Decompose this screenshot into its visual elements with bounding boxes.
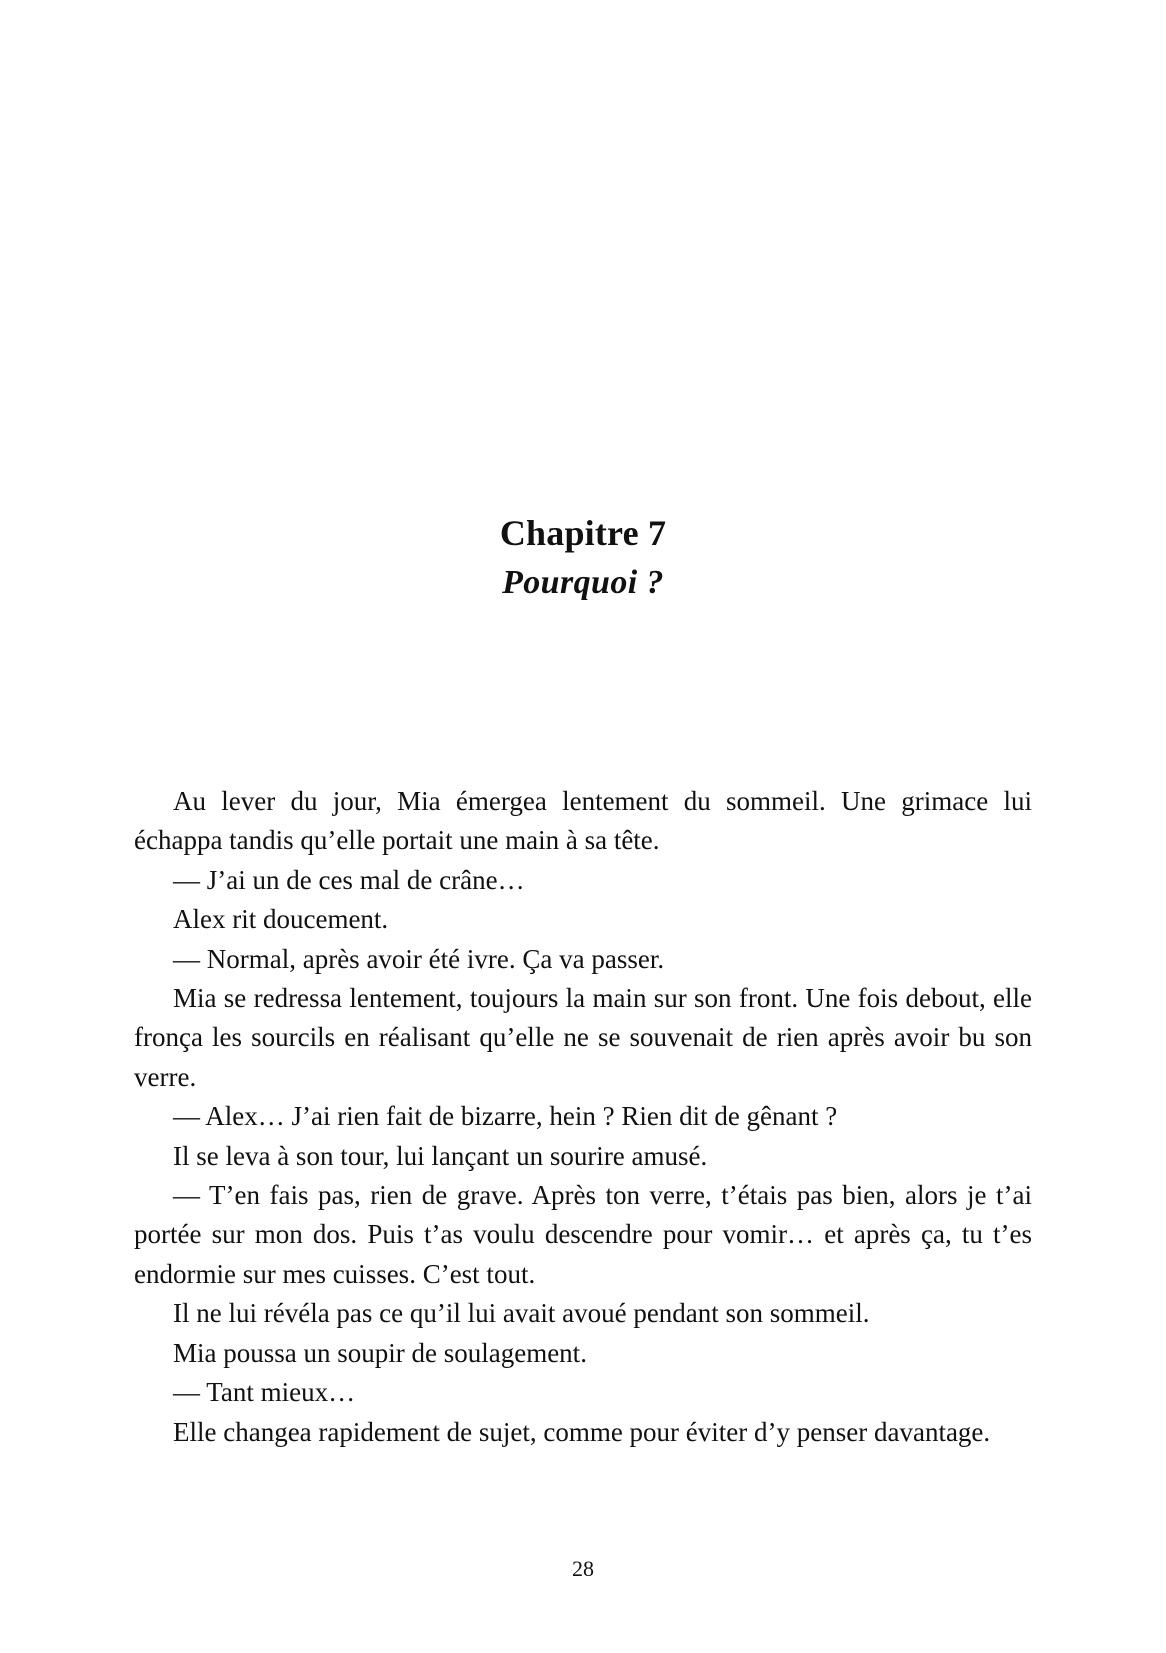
chapter-subtitle: Pourquoi ?	[502, 564, 664, 601]
paragraph: Alex rit doucement.	[173, 904, 389, 935]
paragraph: Mia poussa un soupir de soulagement.	[173, 1337, 587, 1368]
paragraph: Au lever du jour, Mia émergea lentement du sommeil. Une grimace lui échappa tandis qu’elle portait une main à sa tête.	[134, 786, 1032, 856]
chapter-heading	[0, 508, 1166, 608]
paragraph: Elle changea rapidement de sujet, comme pour éviter d’y penser davantage.	[173, 1416, 991, 1447]
dialogue-line: — J’ai un de ces mal de crâne…	[173, 864, 525, 895]
dialogue-line: — Tant mieux…	[173, 1377, 356, 1408]
paragraph: Il se leva à son tour, lui lançant un sourire amusé.	[173, 1140, 708, 1171]
page-number: 28	[572, 1556, 594, 1581]
chapter-title: Chapitre 7	[499, 513, 667, 553]
dialogue-line: — Normal, après avoir été ivre. Ça va passer.	[173, 943, 665, 974]
paragraph: Mia se redressa lentement, toujours la main sur son front. Une fois debout, elle fronça les sourcils en réalisant qu’elle ne se souvenait de rien après avoir bu son verre.	[134, 983, 1032, 1092]
dialogue-line: — Alex… J’ai rien fait de bizarre, hein ? Rien dit de gênant ?	[173, 1101, 838, 1132]
chapter-text	[134, 782, 1032, 1452]
dialogue-line: — T’en fais pas, rien de grave. Après ton verre, t’étais pas bien, alors je t’ai portée sur mon dos. Puis t’as voulu descendre pour vomir… et après ça, tu t’es endormie sur mes cuisses. C’est tout.	[134, 1180, 1032, 1289]
paragraph: Il ne lui révéla pas ce qu’il lui avait avoué pendant son sommeil.	[173, 1298, 870, 1329]
